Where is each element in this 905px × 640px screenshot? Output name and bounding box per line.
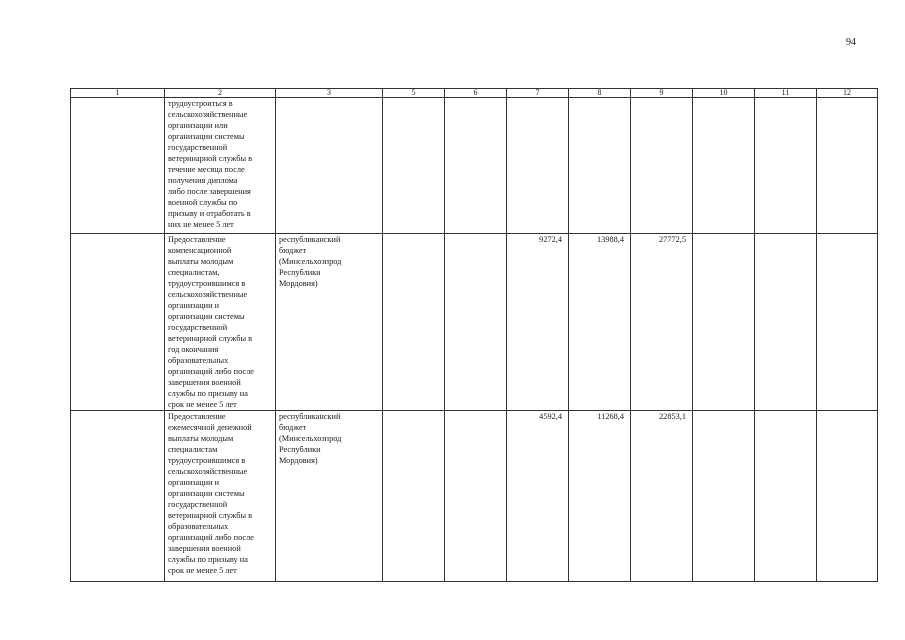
table-cell (817, 411, 878, 582)
table-row (71, 234, 878, 411)
value-cell: 13988,4 (569, 234, 631, 411)
value-cell: 22853,1 (631, 411, 693, 582)
table-cell (445, 234, 507, 411)
table-cell (445, 98, 507, 234)
header-col-9: 9 (631, 89, 693, 98)
header-col-1: 1 (71, 89, 165, 98)
table-cell (693, 234, 755, 411)
page-number: 94 (846, 37, 856, 48)
table-row (71, 98, 878, 234)
table-cell (71, 98, 165, 234)
header-col-11: 11 (755, 89, 817, 98)
table-cell (693, 98, 755, 234)
header-col-8: 8 (569, 89, 631, 98)
value-cell: 27772,5 (631, 234, 693, 411)
table-cell (693, 411, 755, 582)
header-col-7: 7 (507, 89, 569, 98)
header-col-6: 6 (445, 89, 507, 98)
measure-description: Предоставление ежемесячной денежной выплаты молодым специалистам трудоустроившимся в сельскохозяйственные организации и организации системы государственной ветеринарной службы в образовательных организаций либо после завершения военной службы по призыву на срок не менее 5 лет (165, 411, 276, 582)
table-cell (755, 411, 817, 582)
measure-description: трудоустроиться в сельскохозяйственные организации или организации системы государственной ветеринарной службы в течение месяца после получения диплома либо после завершения военной службы по призыву и отработать в них не менее 5 лет (165, 98, 276, 234)
measure-description: Предоставление компенсационной выплаты молодым специалистам, трудоустроившимся в сельскохозяйственные организации и организации системы государственной ветеринарной службы в год окончания образовательных организаций либо после завершения военной службы по призыву на срок не менее 5 лет (165, 234, 276, 411)
header-col-10: 10 (693, 89, 755, 98)
header-col-2: 2 (165, 89, 276, 98)
table-cell (383, 234, 445, 411)
value-cell: 4592,4 (507, 411, 569, 582)
funding-source (276, 98, 383, 234)
header-row (71, 89, 878, 98)
budget-table (70, 88, 878, 582)
header-col-5: 5 (383, 89, 445, 98)
table-cell (383, 411, 445, 582)
table-cell (755, 98, 817, 234)
value-cell: 11268,4 (569, 411, 631, 582)
value-cell (507, 98, 569, 234)
table-cell (445, 411, 507, 582)
table-cell (817, 98, 878, 234)
header-col-3: 3 (276, 89, 383, 98)
header-col-12: 12 (817, 89, 878, 98)
table-cell (71, 411, 165, 582)
funding-source: республиканский бюджет (Минсельхозпрод Республики Мордовия) (276, 411, 383, 582)
table-cell (817, 234, 878, 411)
table-row (71, 411, 878, 582)
funding-source: республиканский бюджет (Минсельхозпрод Республики Мордовия) (276, 234, 383, 411)
table-cell (755, 234, 817, 411)
table-cell (71, 234, 165, 411)
value-cell (569, 98, 631, 234)
value-cell: 9272,4 (507, 234, 569, 411)
value-cell (631, 98, 693, 234)
table-cell (383, 98, 445, 234)
